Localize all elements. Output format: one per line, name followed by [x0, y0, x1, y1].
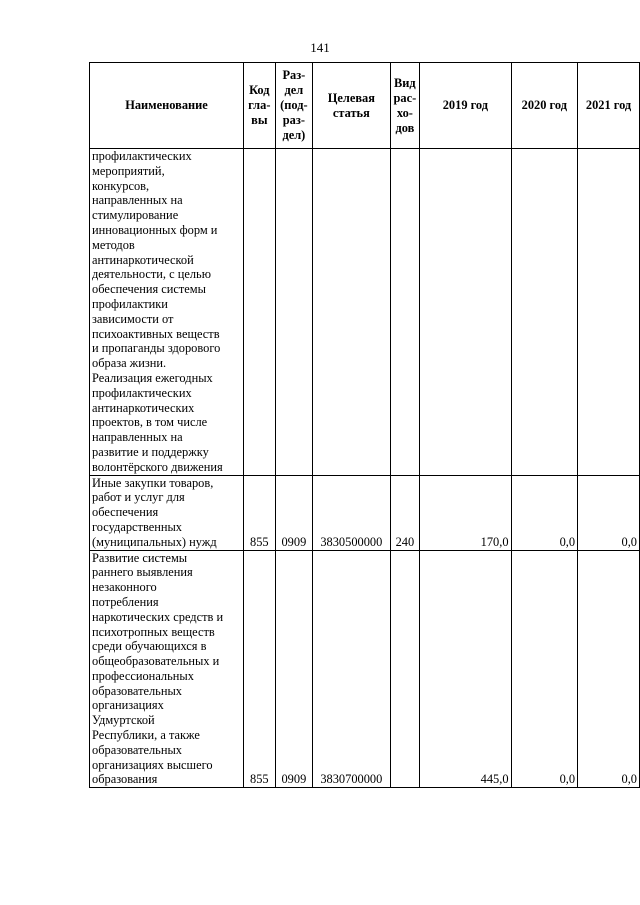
cell-2021: 0,0 — [578, 475, 640, 550]
budget-table — [89, 62, 640, 788]
header-2020: 2020 год — [511, 63, 578, 149]
row-name-line: раннего выявления — [92, 565, 193, 580]
row-name-line: Иные закупки товаров, — [92, 475, 214, 490]
cell-section — [275, 149, 313, 476]
row-name-line: зависимости от — [92, 311, 174, 326]
cell-target — [313, 149, 390, 476]
row-name-line: волонтёрского движения — [92, 459, 223, 474]
cell-expense: 240 — [390, 475, 420, 550]
row-name-line: организациях — [92, 698, 164, 713]
row-name-line: незаконного — [92, 580, 157, 595]
header-section: Раз- дел (под- раз- дел) — [275, 63, 313, 149]
cell-target: 3830500000 — [313, 475, 390, 550]
row-name-line: среди обучающихся в — [92, 639, 207, 654]
row-name-line: проектов, в том числе — [92, 415, 208, 430]
row-name-line: обеспечения системы — [92, 282, 206, 297]
cell-2020: 0,0 — [511, 475, 578, 550]
row-name-line: образа жизни. — [92, 356, 167, 371]
row-name-line: инновационных форм и — [92, 222, 218, 237]
row-name-line: психоактивных веществ — [92, 326, 220, 341]
page-number: 141 — [310, 40, 330, 55]
row-name-line: потребления — [92, 594, 159, 609]
cell-code: 855 — [244, 475, 276, 550]
row-name-line: образовательных — [92, 683, 182, 698]
row-name-line: Реализация ежегодных — [92, 370, 213, 385]
header-name: Наименование — [90, 63, 244, 149]
row-name-line: направленных на — [92, 430, 183, 445]
header-row — [90, 63, 640, 149]
row-name-line: методов — [92, 237, 135, 252]
cell-code: 855 — [244, 550, 276, 788]
cell-2019: 170,0 — [420, 475, 511, 550]
header-2021: 2021 год — [578, 63, 640, 149]
row-name-line: антинаркотической — [92, 252, 194, 267]
cell-code — [244, 149, 276, 476]
row-name-line: профессиональных — [92, 668, 194, 683]
table-row — [90, 149, 640, 476]
row-name-line: государственных — [92, 519, 183, 534]
row-name-line: профилактических — [92, 149, 192, 163]
row-name-line: (муниципальных) нужд — [92, 534, 217, 549]
row-name-line: работ и услуг для — [92, 490, 185, 505]
row-name — [90, 550, 244, 788]
row-name-line: антинаркотических — [92, 400, 195, 415]
cell-2021 — [578, 149, 640, 476]
row-name-line: общеобразовательных и — [92, 654, 220, 669]
row-name-line: деятельности, с целью — [92, 267, 211, 282]
row-name-line: образовательных — [92, 742, 182, 757]
cell-expense — [390, 550, 420, 788]
cell-target: 3830700000 — [313, 550, 390, 788]
cell-section: 0909 — [275, 475, 313, 550]
row-name — [90, 475, 244, 550]
row-name-line: и пропаганды здорового — [92, 341, 221, 356]
row-name-line: Республики, а также — [92, 728, 200, 743]
header-code: Код гла- вы — [244, 63, 276, 149]
row-name-line: профилактики — [92, 296, 168, 311]
table-row — [90, 475, 640, 550]
row-name-line: развитие и поддержку — [92, 444, 209, 459]
row-name-line: направленных на — [92, 193, 183, 208]
row-name-line: конкурсов, — [92, 178, 150, 193]
row-name-line: Удмуртской — [92, 713, 155, 728]
cell-2019 — [420, 149, 511, 476]
cell-2019: 445,0 — [420, 550, 511, 788]
cell-section: 0909 — [275, 550, 313, 788]
row-name-line: стимулирование — [92, 208, 179, 223]
cell-expense — [390, 149, 420, 476]
table-row — [90, 550, 640, 788]
row-name-line: профилактических — [92, 385, 192, 400]
row-name-line: наркотических средств и — [92, 609, 224, 624]
cell-2020 — [511, 149, 578, 476]
row-name-line: мероприятий, — [92, 163, 165, 178]
row-name — [90, 149, 244, 476]
header-2019: 2019 год — [420, 63, 511, 149]
row-name-line: психотропных веществ — [92, 624, 215, 639]
header-expense: Вид рас- хо- дов — [390, 63, 420, 149]
header-target: Целевая статья — [313, 63, 390, 149]
row-name-line: образования — [92, 772, 158, 787]
cell-2020: 0,0 — [511, 550, 578, 788]
row-name-line: Развитие системы — [92, 550, 188, 565]
row-name-line: обеспечения — [92, 505, 159, 520]
cell-2021: 0,0 — [578, 550, 640, 788]
row-name-line: организациях высшего — [92, 757, 213, 772]
